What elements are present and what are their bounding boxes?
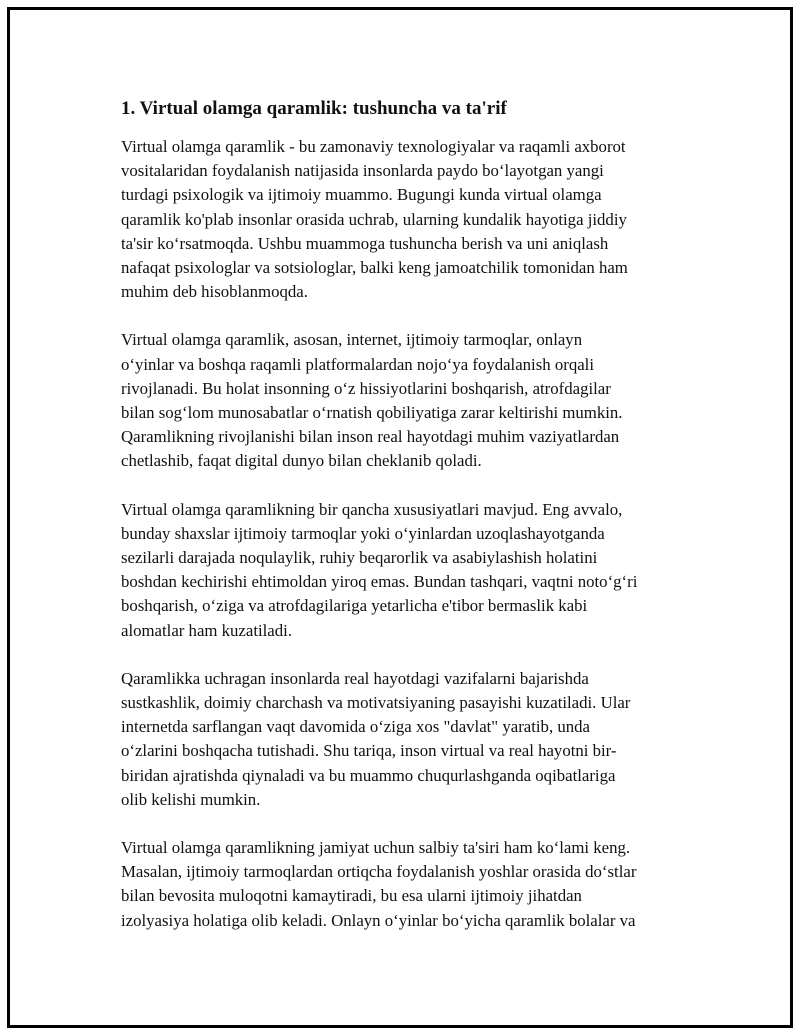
paragraph-line: olib kelishi mumkin. [121,789,261,809]
paragraph-line: Qaramlikning rivojlanishi bilan inson real hayotdagi muhim vaziyatlardan [121,427,620,447]
paragraph-line: Virtual olamga qaramlikning jamiyat uchun salbiy ta'siri ham ko‘lami keng. [121,838,631,858]
paragraph-5 [121,836,721,933]
paragraph-line: bilan bevosita muloqotni kamaytiradi, bu esa ularni ijtimoiy jihatdan [121,886,582,906]
paragraph-line: qaramlik ko'plab insonlar orasida uchrab, ularning kundalik hayotiga jiddiy [121,209,627,229]
paragraph-line: rivojlanadi. Bu holat insonning o‘z hissiyotlarini boshqarish, atrofdagilar [121,378,611,398]
paragraph-line: boshdan kechirishi ehtimoldan yiroq emas. Bundan tashqari, vaqtni noto‘g‘ri [121,572,638,592]
paragraph-line: boshqarish, o‘ziga va atrofdagilariga yetarlicha e'tibor bermaslik kabi [121,596,588,616]
paragraph-2 [121,328,721,473]
paragraph-line: vositalaridan foydalanish natijasida insonlarda paydo bo‘layotgan yangi [121,161,604,181]
paragraph-3 [121,498,721,643]
paragraph-line: biridan ajratishda qiynaladi va bu muammo chuqurlashganda oqibatlariga [121,765,616,785]
paragraph-line: Virtual olamga qaramlikning bir qancha xususiyatlari mavjud. Eng avvalo, [121,499,623,519]
paragraph-line: chetlashib, faqat digital dunyo bilan cheklanib qoladi. [121,451,482,471]
paragraph-line: Qaramlikka uchragan insonlarda real hayotdagi vazifalarni bajarishda [121,668,589,688]
paragraph-line: muhim deb hisoblanmoqda. [121,282,308,302]
paragraph-line: internetda sarflangan vaqt davomida o‘ziga xos "davlat" yaratib, unda [121,717,590,737]
paragraph-line: sezilarli darajada noqulaylik, ruhiy beqarorlik va asabiylashish holatini [121,548,598,568]
paragraph-line: ta'sir ko‘rsatmoqda. Ushbu muammoga tushuncha berish va uni aniqlash [121,233,609,253]
paragraph-line: Masalan, ijtimoiy tarmoqlardan ortiqcha foydalanish yoshlar orasida do‘stlar [121,862,637,882]
paragraph-line: bunday shaxslar ijtimoiy tarmoqlar yoki o‘yinlardan uzoqlashayotganda [121,523,605,543]
document-page [7,7,793,1028]
paragraph-line: bilan sog‘lom munosabatlar o‘rnatish qobiliyatiga zarar keltirishi mumkin. [121,403,623,423]
paragraph-line: turdagi psixologik va ijtimoiy muammo. Bugungi kunda virtual olamga [121,185,602,205]
paragraph-line: o‘zlarini boshqacha tutishadi. Shu tariqa, inson virtual va real hayotni bir- [121,741,617,761]
paragraph-line: Virtual olamga qaramlik, asosan, internet, ijtimoiy tarmoqlar, onlayn [121,330,583,350]
paragraph-1 [121,135,721,304]
paragraph-4 [121,667,721,812]
paragraph-line: alomatlar ham kuzatiladi. [121,620,293,640]
paragraph-line: nafaqat psixologlar va sotsiologlar, balki keng jamoatchilik tomonidan ham [121,258,628,278]
paragraph-line: o‘yinlar va boshqa raqamli platformalardan nojo‘ya foydalanish orqali [121,354,594,374]
document-content [121,97,721,957]
page-title: 1. Virtual olamga qaramlik: tushuncha va ta'rif [121,98,507,119]
paragraph-line: Virtual olamga qaramlik - bu zamonaviy texnologiyalar va raqamli axborot [121,137,626,156]
paragraph-line: izolyasiya holatiga olib keladi. Onlayn o‘yinlar bo‘yicha qaramlik bolalar va [121,910,636,930]
paragraph-line: sustkashlik, doimiy charchash va motivatsiyaning pasayishi kuzatiladi. Ular [121,693,631,713]
